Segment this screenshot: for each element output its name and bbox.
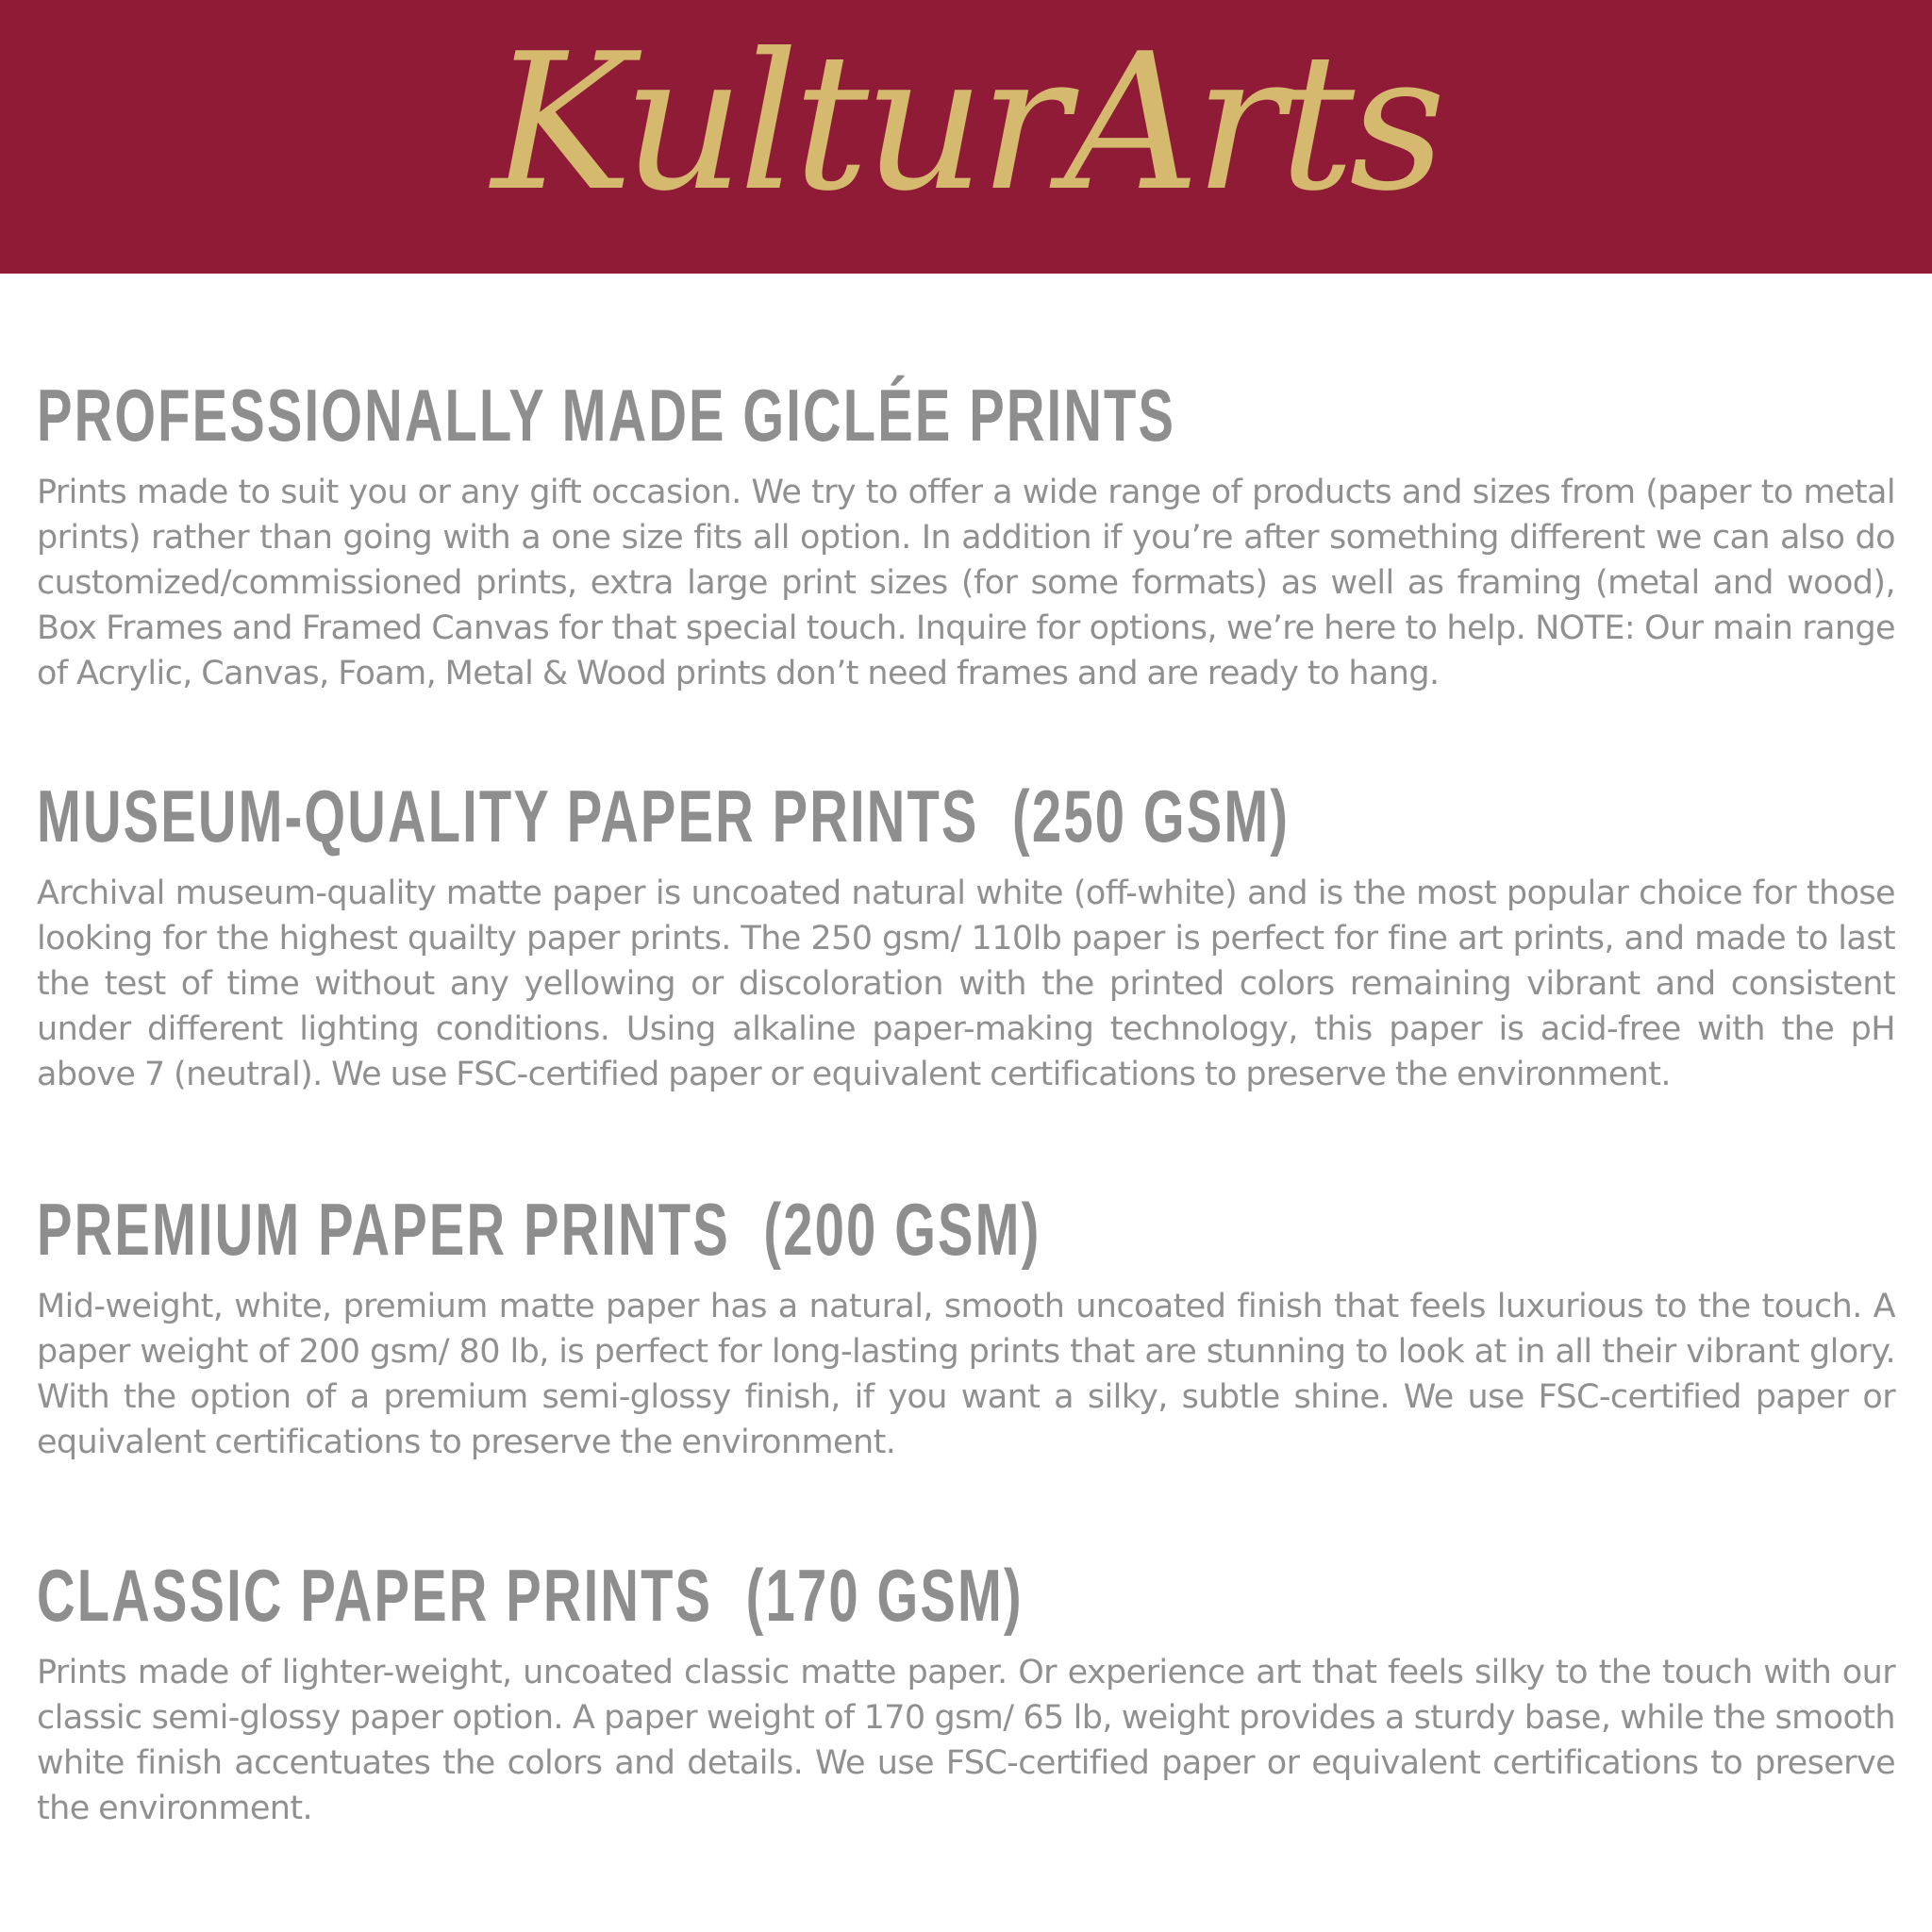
section-body: Prints made of lighter-weight, uncoated classic matte paper. Or experience art that feels silky to the touch with our classic semi-glossy paper option. A paper weight of 170 gsm/ 65 lb, weight provides a sturdy base, while the smooth white finish accentuates the colors and details. We use FSC-certified paper or equivalent certifications to preserve the environment. bbox=[37, 1654, 1895, 1827]
section-heading: PROFESSIONALLY MADE GICLÉE PRINTS bbox=[37, 374, 1176, 457]
brand-banner bbox=[0, 0, 1932, 274]
section-heading: MUSEUM-QUALITY PAPER PRINTS (250 GSM) bbox=[37, 774, 1291, 858]
brand-logo: KulturArts bbox=[491, 13, 1441, 233]
section-giclee-prints bbox=[37, 370, 1895, 696]
section-classic-paper bbox=[37, 1550, 1895, 1831]
section-premium-paper bbox=[37, 1184, 1895, 1465]
section-heading: PREMIUM PAPER PRINTS (200 GSM) bbox=[37, 1188, 1041, 1271]
section-body: Prints made to suit you or any gift occasion. We try to offer a wide range of products and sizes from (paper to metal prints) rather than going with a one size fits all option. In addition if you’re after something different we can also do customized/commissioned prints, extra large print sizes (for some formats) as well as framing (metal and wood), Box Frames and Framed Canvas for that special touch. Inquire for options, we’re here to help. NOTE: Our main range of Acrylic, Canvas, Foam, Metal & Wood prints don’t need frames and are ready to hang. bbox=[37, 474, 1895, 692]
section-body: Archival museum-quality matte paper is uncoated natural white (off-white) and is the most popular choice for those looking for the highest quailty paper prints. The 250 gsm/ 110lb paper is perfect for fine art prints, and made to last the test of time without any yellowing or discoloration with the printed colors remaining vibrant and consistent under different lighting conditions. Using alkaline paper-making technology, this paper is acid-free with the pH above 7 (neutral). We use FSC-certified paper or equivalent certifications to preserve the environment. bbox=[37, 874, 1895, 1093]
section-body: Mid-weight, white, premium matte paper has a natural, smooth uncoated finish that feels luxurious to the touch. A paper weight of 200 gsm/ 80 lb, is perfect for long-lasting prints that are stunning to look at in all their vibrant glory. With the option of a premium semi-glossy finish, if you want a silky, subtle shine. We use FSC-certified paper or equivalent certifications to preserve the environment. bbox=[37, 1288, 1895, 1461]
section-museum-quality-paper bbox=[37, 771, 1895, 1097]
section-heading: CLASSIC PAPER PRINTS (170 GSM) bbox=[37, 1554, 1024, 1637]
